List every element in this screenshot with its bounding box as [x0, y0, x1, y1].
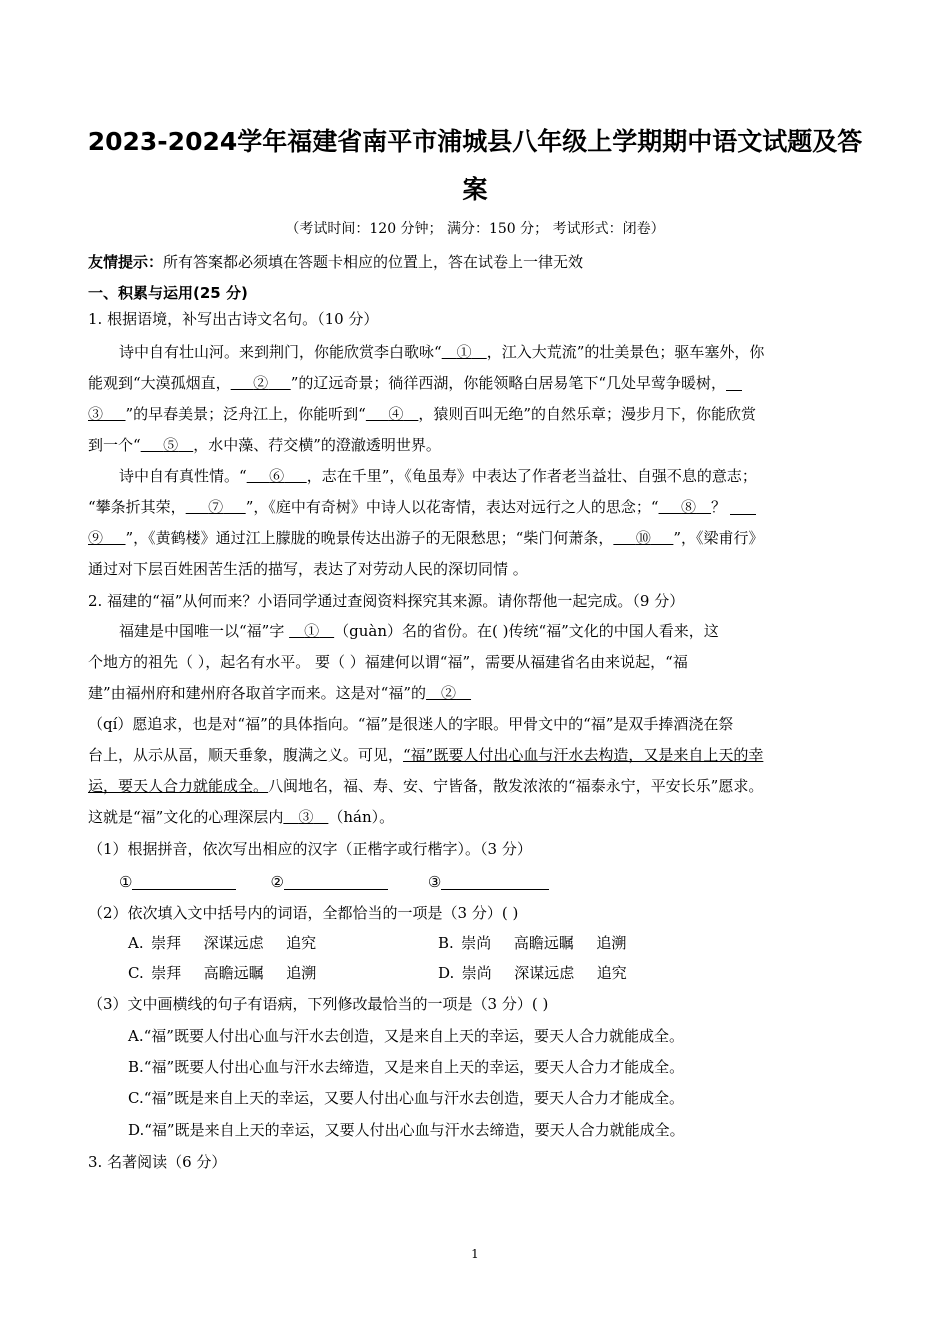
blank-label: ⑤	[163, 436, 179, 454]
blank-q2-2	[426, 684, 471, 702]
option-word: 深谋远虑	[203, 934, 264, 952]
p3-line2: 个地方的祖先（ ），起名有水平。 要（ ）福建何以谓“福”，需要从福建省名由来说起，“福	[88, 653, 688, 671]
option-word: 高瞻远瞩	[203, 964, 264, 982]
blank-label: ③	[88, 405, 104, 423]
p2-line4: 通过对下层百姓困苦生活的描写，表达了对劳动人民的深切同情 。	[88, 560, 528, 578]
blank-q2-1	[289, 622, 334, 640]
text: 诗中自有壮山河。来到荆门，你能欣赏李白歌咏“	[119, 343, 442, 361]
text: （guàn）名的省份。在( )传统“福”文化的中国人看来，这	[334, 622, 719, 640]
sub-question-1: （1）根据拼音，依次写出相应的汉字（正楷字或行楷字）。（3 分）	[88, 840, 532, 858]
answer-blank-1[interactable]	[132, 873, 236, 890]
blank-10	[613, 529, 673, 547]
option-letter: D.	[438, 964, 455, 982]
tip-line	[88, 251, 583, 273]
option-3a: A.“福”既要人付出心血与汗水去创造，又是来自上天的幸运，要天人合力就能成全。	[128, 1027, 684, 1045]
blank-label: ⑩	[635, 529, 651, 547]
option-letter: B.	[438, 934, 454, 952]
text: ”，《黄鹤楼》通过江上朦胧的晚景传达出游子的无限愁思；“柴门何萧条，	[125, 529, 614, 547]
option-2a	[128, 932, 316, 954]
text: 福建是中国唯一以“福”字	[119, 622, 290, 640]
text: ？	[711, 498, 727, 516]
blank-label: ⑨	[88, 529, 104, 547]
text: ，猿则百叫无绝”的自然乐章；漫步月下，你能欣赏	[418, 405, 757, 423]
text: 八闽地名，福、寿、安、宁皆备，散发浓浓的“福泰永宁，平安长乐”愿求。	[268, 777, 764, 795]
text: 诗中自有真性情。“	[119, 467, 247, 485]
p3-line1	[119, 620, 719, 642]
blank-label: ③	[298, 808, 314, 826]
blank-label: ①	[304, 622, 320, 640]
p1-line1	[119, 341, 764, 363]
option-letter: C.	[128, 964, 144, 982]
answer-label-1: ①	[119, 873, 133, 891]
option-3c: C.“福”既是来自上天的幸运，又要人付出心血与汗水去创造，要天人合力才能成全。	[128, 1089, 685, 1107]
option-word: 追究	[286, 934, 317, 952]
option-3d: D.“福”既是来自上天的幸运，又要人付出心血与汗水去缔造，要天人合力就能成全。	[128, 1121, 685, 1139]
text: 台上，从示从畐，顺天垂象，腹满之义。可见，	[88, 746, 404, 764]
option-2b	[438, 932, 626, 954]
sub1-answer-line	[119, 871, 549, 893]
question-1-heading: 1. 根据语境，补写出古诗文名句。（10 分）	[88, 310, 379, 328]
blank-9	[88, 529, 126, 547]
blank-6	[247, 467, 307, 485]
text: 能观到“大漠孤烟直，	[88, 374, 231, 392]
blank-q2-3	[283, 808, 328, 826]
text: 这就是“福”文化的心理深层内	[88, 808, 284, 826]
blank-label: ②	[441, 684, 457, 702]
sub-question-2: （2）依次填入文中括号内的词语，全都恰当的一项是（3 分）( )	[88, 904, 519, 922]
document-title-line2: 案	[462, 175, 488, 204]
question-3-heading: 3. 名著阅读（6 分）	[88, 1153, 227, 1171]
p3-line5	[88, 744, 763, 766]
p1-line3	[88, 403, 756, 425]
blank-4	[366, 405, 419, 423]
section-heading-1: 一、积累与运用(25 分)	[88, 284, 248, 302]
tip-text: 所有答案都必须填在答题卡相应的位置上，答在试卷上一律无效	[163, 253, 584, 271]
text: （hán）。	[328, 808, 395, 826]
p1-line2	[88, 372, 742, 394]
text: ”的早春美景；泛舟江上，你能听到“	[125, 405, 366, 423]
option-word: 崇拜	[151, 934, 182, 952]
option-word: 追究	[596, 964, 627, 982]
text: ，水中藻、荇交横”的澄澈透明世界。	[193, 436, 441, 454]
sub-question-3: （3）文中画横线的句子有语病，下列修改最恰当的一项是（3 分）( )	[88, 995, 549, 1013]
option-word: 崇尚	[461, 934, 492, 952]
question-2-heading: 2. 福建的“福”从何而来？小语同学通过查阅资料探究其来源。请你帮他一起完成。（9 分）	[88, 592, 685, 610]
text: ”，《庭中有奇树》中诗人以花寄情，表达对远行之人的思念；“	[245, 498, 659, 516]
p1-line4	[88, 434, 441, 456]
text: ，江入大荒流”的壮美景色；驱车塞外，你	[486, 343, 765, 361]
option-word: 高瞻远瞩	[513, 934, 574, 952]
p3-line4: （qí）愿追求，也是对“福”的具体指向。“福”是很迷人的字眼。甲骨文中的“福”是双手捧酒浇在祭	[88, 715, 734, 733]
blank-1	[442, 343, 487, 361]
blank-3-start	[726, 374, 742, 391]
text: ”的辽远奇景；徜徉西湖，你能领略白居易笔下“几处早莺争暖树，	[290, 374, 727, 392]
blank-label: ⑥	[269, 467, 285, 485]
blank-3	[88, 405, 126, 423]
option-2d	[438, 962, 627, 984]
option-word: 崇尚	[461, 964, 492, 982]
option-letter: A.	[128, 934, 144, 952]
blank-9-start	[730, 498, 756, 515]
blank-5	[141, 436, 194, 454]
blank-label: ②	[253, 374, 269, 392]
tip-label: 友情提示：	[88, 253, 164, 271]
option-2c	[128, 962, 316, 984]
answer-blank-2[interactable]	[284, 873, 388, 890]
text: 建”由福州府和建州府各取首字而来。这是对“福”的	[88, 684, 427, 702]
option-word: 深谋远虑	[514, 964, 575, 982]
blank-7	[186, 498, 246, 516]
text: “攀条折其荣，	[88, 498, 186, 516]
option-3b: B.“福”既要人付出心血与汗水去缔造，又是来自上天的幸运，要天人合力才能成全。	[128, 1058, 685, 1076]
blank-2	[231, 374, 291, 392]
underlined-sentence-part1: “福”既要人付出心血与汗水去构造，又是来自上天的幸	[403, 746, 764, 764]
answer-label-3: ③	[427, 873, 442, 891]
blank-label: ④	[388, 405, 404, 423]
option-word: 崇拜	[151, 964, 182, 982]
underlined-sentence-part2: 运，要天人合力就能成全。	[88, 777, 269, 795]
p2-line2	[88, 496, 756, 518]
answer-blank-3[interactable]	[441, 873, 549, 890]
page-number: 1	[471, 1247, 479, 1261]
p3-line3	[88, 682, 471, 704]
exam-info: （考试时间：120 分钟； 满分：150 分； 考试形式：闭卷）	[285, 221, 665, 237]
option-word: 追溯	[286, 964, 317, 982]
option-word: 追溯	[596, 934, 627, 952]
text: 到一个“	[88, 436, 141, 454]
p3-line7	[88, 806, 394, 828]
text: ”，《梁甫行》	[673, 529, 764, 547]
blank-label: ①	[456, 343, 472, 361]
text: ，志在千里”，《龟虽寿》中表达了作者老当益壮、自强不息的意志；	[306, 467, 757, 485]
document-title-line1: 2023-2024学年福建省南平市浦城县八年级上学期期中语文试题及答	[87, 127, 863, 156]
p2-line3	[88, 527, 764, 549]
p2-line1	[119, 465, 757, 487]
answer-label-2: ②	[270, 873, 284, 891]
blank-label: ⑦	[208, 498, 224, 516]
blank-label: ⑧	[681, 498, 697, 516]
blank-8	[659, 498, 712, 516]
p3-line6	[88, 775, 763, 797]
